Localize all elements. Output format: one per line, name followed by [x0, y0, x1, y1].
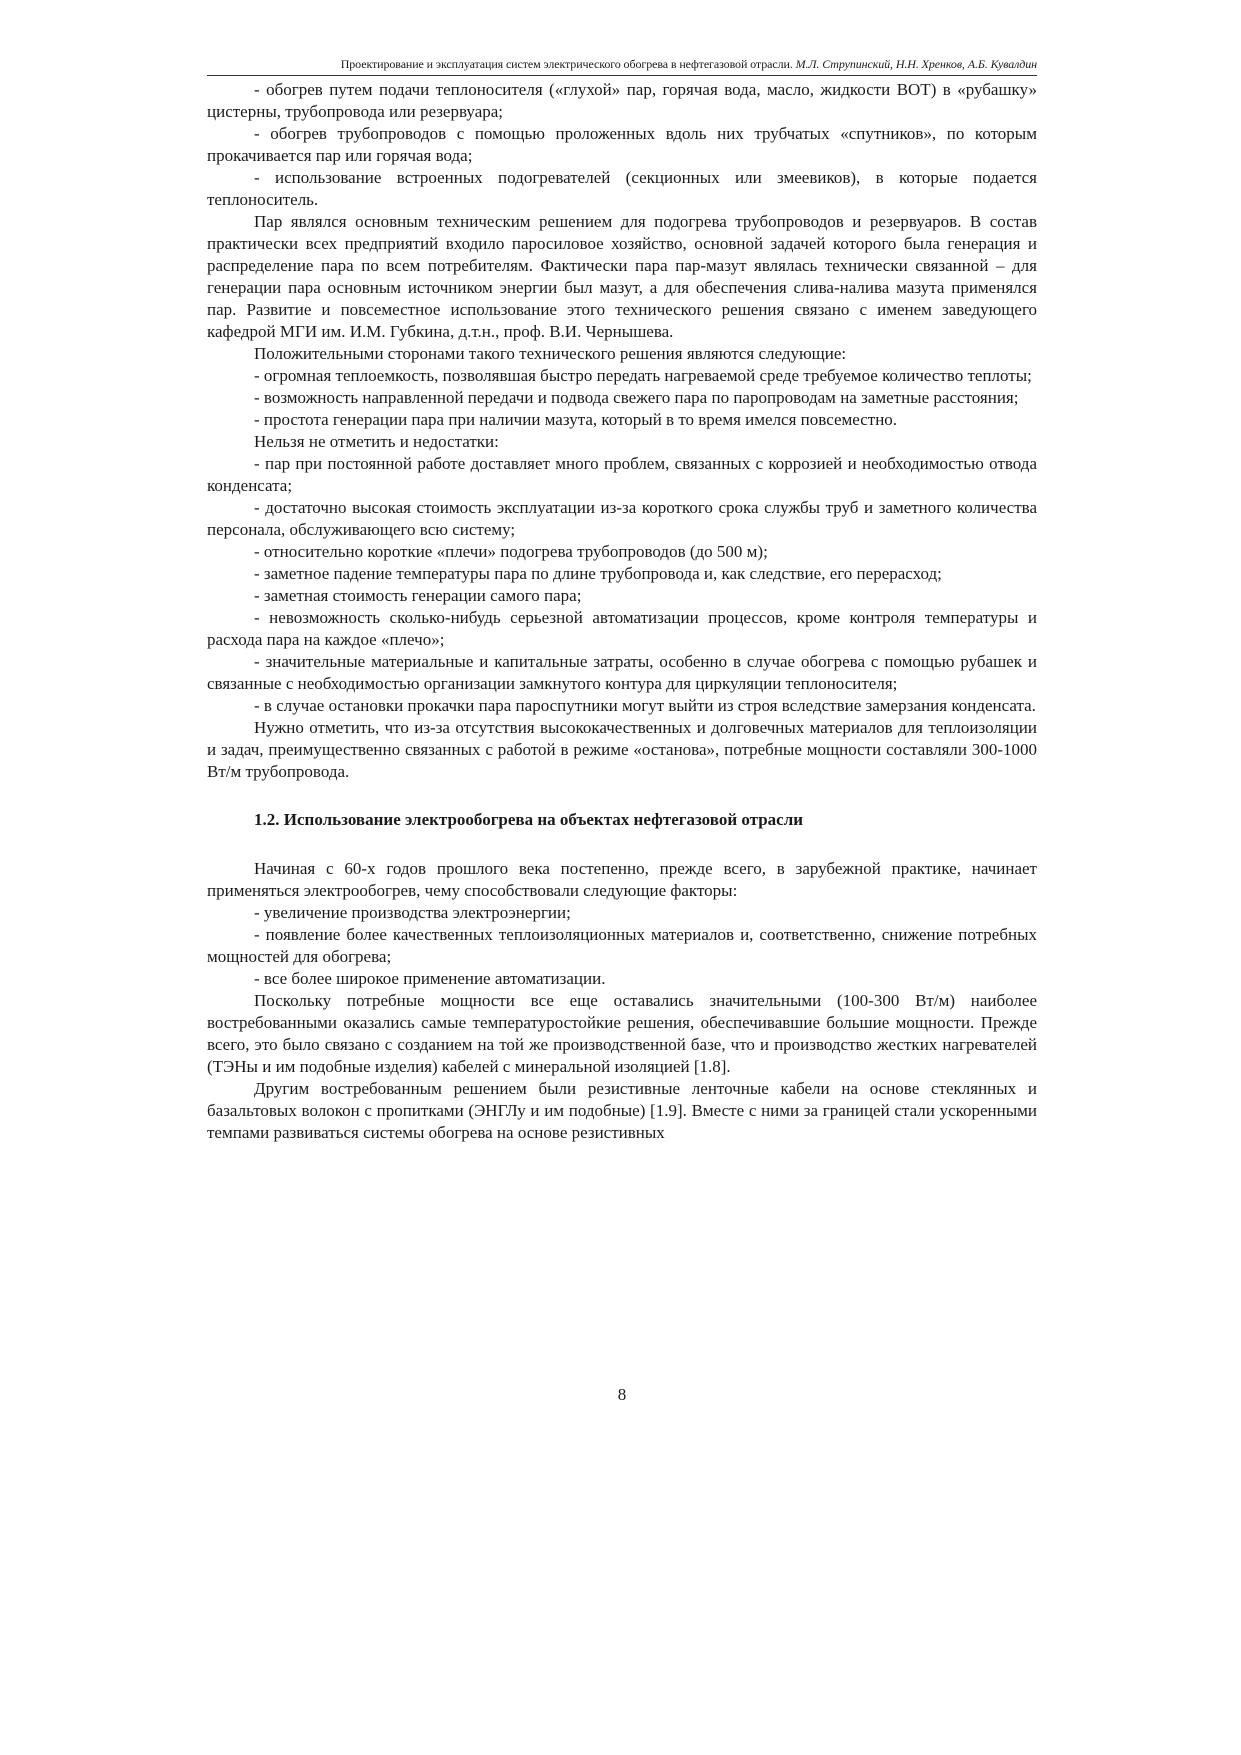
paragraph: - появление более качественных теплоизоляционных материалов и, соответственно, снижение потребных мощностей для обогрева; — [207, 925, 1037, 966]
paragraph: - достаточно высокая стоимость эксплуатации из-за короткого срока службы труб и заметного количества персонала, обслуживающего всю систему; — [207, 498, 1037, 539]
paragraph: Другим востребованным решением были резистивные ленточные кабели на основе стеклянных и базальтовых волокон с пропитками (ЭНГЛу и им подобные) [1.9]. Вместе с ними за границей стали ускоренными темпами развиваться системы обогрева на основе резистивных — [207, 1079, 1037, 1142]
paragraph: - значительные материальные и капитальные затраты, особенно в случае обогрева с помощью рубашек и связанные с необходимостью организации замкнутого контура для циркуляции теплоносителя; — [207, 652, 1037, 693]
paragraph: - обогрев путем подачи теплоносителя («глухой» пар, горячая вода, масло, жидкости ВОТ) в «рубашку» цистерны, трубопровода или резервуара; — [207, 80, 1037, 121]
page-number: 8 — [617, 1385, 627, 1404]
paragraph: Положительными сторонами такого технического решения являются следующие: — [254, 344, 847, 363]
body-text — [207, 79, 1037, 1144]
paragraph: - невозможность сколько-нибудь серьезной автоматизации процессов, кроме контроля температуры и расхода пара на каждое «плечо»; — [207, 608, 1037, 649]
paragraph: - относительно короткие «плечи» подогрева трубопроводов (до 500 м); — [254, 542, 768, 561]
paragraph: - возможность направленной передачи и подвода свежего пара по паропроводам на заметные расстояния; — [254, 388, 1019, 407]
paragraph: - заметная стоимость генерации самого пара; — [254, 586, 582, 605]
header-title: Проектирование и эксплуатация систем электрического обогрева в нефтегазовой отрасли. — [340, 57, 793, 71]
paragraph: - обогрев трубопроводов с помощью проложенных вдоль них трубчатых «спутников», по которым прокачивается пар или горячая вода; — [207, 124, 1037, 165]
paragraph: - простота генерации пара при наличии мазута, который в то время имелся повсеместно. — [254, 410, 898, 429]
running-header — [207, 56, 1037, 76]
header-authors: М.Л. Струпинский, Н.Н. Хренков, А.Б. Кувалдин — [795, 57, 1037, 71]
paragraph: - все более широкое применение автоматизации. — [254, 969, 606, 988]
paragraph: Нужно отметить, что из-за отсутствия высококачественных и долговечных материалов для теплоизоляции и задач, преимущественно связанных с работой в режиме «останова», потребные мощности составляли 300-1000 Вт/м трубопровода. — [207, 718, 1037, 781]
paragraph: - пар при постоянной работе доставляет много проблем, связанных с коррозией и необходимостью отвода конденсата; — [207, 454, 1037, 495]
paragraph: - огромная теплоемкость, позволявшая быстро передать нагреваемой среде требуемое количество теплоты; — [254, 366, 1032, 385]
paragraph: Поскольку потребные мощности все еще оставались значительными (100-300 Вт/м) наиболее востребованными оказались самые температуростойкие решения, обеспечивавшие большие мощности. Прежде всего, это было связано с созданием на той же производственной базе, что и производство жестких нагревателей (ТЭНы и им подобные изделия) кабелей с минеральной изоляцией [1.8]. — [207, 991, 1037, 1076]
paragraph: - в случае остановки прокачки пара пароспутники могут выйти из строя вследствие замерзания конденсата. — [254, 696, 1036, 715]
paragraph: Пар являлся основным техническим решением для подогрева трубопроводов и резервуаров. В состав практически всех предприятий входило паросиловое хозяйство, основной задачей которого была генерация и распределение пара по всем потребителям. Фактически пара пар-мазут являлась технически связанной – для генерации пара основным источником энергии был мазут, а для обеспечения слива-налива мазута применялся пар. Развитие и повсеместное использование этого технического решения связано с именем заведующего кафедрой МГИ им. И.М. Губкина, д.т.н., проф. В.И. Чернышева. — [207, 212, 1037, 341]
section-heading: 1.2. Использование электрообогрева на объектах нефтегазовой отрасли — [254, 810, 804, 829]
paragraph: Начиная с 60-х годов прошлого века постепенно, прежде всего, в зарубежной практике, начинает применяться электрообогрев, чему способствовали следующие факторы: — [207, 859, 1037, 900]
paragraph: - заметное падение температуры пара по длине трубопровода и, как следствие, его перерасход; — [254, 564, 942, 583]
paragraph: - увеличение производства электроэнергии; — [254, 903, 571, 922]
document-page — [207, 56, 1037, 1404]
paragraph: - использование встроенных подогревателей (секционных или змеевиков), в которые подается теплоноситель. — [207, 168, 1037, 209]
paragraph: Нельзя не отметить и недостатки: — [254, 432, 499, 451]
